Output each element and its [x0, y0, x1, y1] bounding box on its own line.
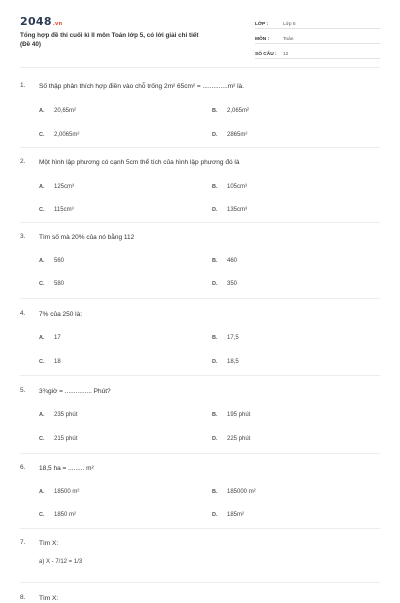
option-letter: A. — [39, 184, 45, 190]
option-text: 18500 m² — [54, 489, 80, 495]
option-b[interactable] — [212, 108, 249, 114]
option-text: 20,65m² — [54, 108, 77, 114]
option-letter: A. — [39, 335, 45, 341]
meta-row-subject — [255, 30, 380, 44]
logo-suffix: .vn — [52, 21, 63, 27]
question-divider — [20, 222, 380, 223]
option-b[interactable] — [212, 335, 239, 341]
question-divider — [20, 298, 380, 299]
option-text: 2,0065m² — [54, 132, 80, 138]
meta-label: SỐ CÂU : — [255, 52, 277, 57]
option-text: 105cm³ — [227, 184, 248, 190]
option-text: 350 — [227, 281, 238, 287]
option-a[interactable] — [39, 184, 74, 190]
option-text: 17 — [54, 335, 61, 341]
meta-row-grade — [255, 15, 380, 29]
question-text: 7% của 250 là: — [39, 311, 83, 318]
option-letter: C. — [39, 132, 45, 138]
option-d[interactable] — [212, 512, 244, 518]
option-d[interactable] — [212, 207, 247, 213]
meta-label: LỚP : — [255, 22, 269, 27]
option-letter: D. — [212, 512, 218, 518]
option-c[interactable] — [39, 281, 64, 287]
meta-value: Lớp 5 — [283, 22, 296, 27]
option-letter: B. — [212, 184, 218, 190]
option-letter: B. — [212, 489, 218, 495]
question-number: 8. — [20, 594, 26, 601]
option-c[interactable] — [39, 436, 77, 442]
option-text: 125cm³ — [54, 184, 75, 190]
option-text: 185000 m² — [227, 489, 256, 495]
option-c[interactable] — [39, 512, 76, 518]
document-title — [20, 32, 255, 49]
option-a[interactable] — [39, 258, 64, 264]
option-text: 135cm³ — [227, 207, 248, 213]
question-divider — [20, 453, 380, 454]
question-number: 7. — [20, 539, 26, 546]
option-c[interactable] — [39, 207, 74, 213]
option-text: 18,5 — [227, 359, 239, 365]
option-text: 225 phút — [227, 436, 251, 442]
question-divider — [20, 582, 380, 583]
option-c[interactable] — [39, 359, 61, 365]
meta-value: 12 — [283, 52, 289, 57]
meta-label: MÔN : — [255, 37, 270, 42]
option-a[interactable] — [39, 489, 79, 495]
option-d[interactable] — [212, 436, 250, 442]
option-d[interactable] — [212, 359, 239, 365]
question-number: 4. — [20, 310, 26, 317]
question-divider — [20, 528, 380, 529]
option-text: 17,5 — [227, 335, 239, 341]
option-letter: D. — [212, 132, 218, 138]
question-text: 3¾giờ = ............... Phút? — [39, 388, 111, 395]
meta-row-count — [255, 45, 380, 59]
question-text: Tìm X: — [39, 540, 59, 547]
option-letter: B. — [212, 335, 218, 341]
option-c[interactable] — [39, 132, 79, 138]
option-text: 2865m² — [227, 132, 248, 138]
option-text: 1850 m² — [54, 512, 77, 518]
option-text: 18 — [54, 359, 61, 365]
option-letter: B. — [212, 108, 218, 114]
question-divider — [20, 147, 380, 148]
option-text: 185m² — [227, 512, 245, 518]
title-line-2: (Đề 40) — [20, 40, 41, 48]
option-letter: D. — [212, 207, 218, 213]
logo-main: 2048 — [20, 15, 52, 28]
option-letter: C. — [39, 359, 45, 365]
option-letter: C. — [39, 512, 45, 518]
option-d[interactable] — [212, 132, 247, 138]
option-letter: D. — [212, 281, 218, 287]
option-text: 115cm³ — [54, 207, 74, 213]
question-subpart: a) X - 7/12 = 1/3 — [39, 559, 83, 565]
question-text: Tìm X: — [39, 595, 59, 602]
option-text: 560 — [54, 258, 65, 264]
option-letter: C. — [39, 281, 45, 287]
option-a[interactable] — [39, 108, 76, 114]
option-letter: B. — [212, 258, 218, 264]
option-text: 2,065m² — [227, 108, 250, 114]
option-b[interactable] — [212, 184, 247, 190]
site-logo[interactable] — [20, 15, 62, 28]
question-number: 1. — [20, 82, 26, 89]
document-meta — [255, 15, 380, 60]
option-letter: D. — [212, 359, 218, 365]
option-b[interactable] — [212, 412, 250, 418]
option-b[interactable] — [212, 258, 237, 264]
option-letter: A. — [39, 108, 45, 114]
question-number: 3. — [20, 233, 26, 240]
option-a[interactable] — [39, 412, 77, 418]
option-a[interactable] — [39, 335, 61, 341]
title-line-1: Tổng hợp đề thi cuối kì II môn Toán lớp 5, có lời giải chi tiết — [20, 32, 199, 39]
question-text: 18,5 ha = ......... m² — [39, 465, 94, 472]
option-b[interactable] — [212, 489, 256, 495]
option-letter: B. — [212, 412, 218, 418]
option-letter: A. — [39, 258, 45, 264]
option-text: 195 phút — [227, 412, 251, 418]
option-letter: D. — [212, 436, 218, 442]
question-number: 6. — [20, 464, 26, 471]
option-letter: A. — [39, 412, 45, 418]
question-number: 2. — [20, 158, 26, 165]
option-text: 460 — [227, 258, 238, 264]
header-divider — [20, 67, 380, 68]
option-letter: C. — [39, 436, 45, 442]
question-text: Một hình lập phương có cạnh 5cm thể tích của hình lập phương đó là — [39, 159, 240, 166]
question-number: 5. — [20, 387, 26, 394]
meta-value: Toán — [283, 37, 294, 42]
question-text: Tìm số mà 20% của nó bằng 112 — [39, 234, 135, 241]
option-d[interactable] — [212, 281, 237, 287]
question-text: Số thập phân thích hợp điền vào chỗ trống 2m² 65cm² = ..............m² là. — [39, 83, 244, 90]
option-letter: A. — [39, 489, 45, 495]
option-text: 580 — [54, 281, 65, 287]
question-divider — [20, 375, 380, 376]
option-text: 235 phút — [54, 412, 78, 418]
option-text: 215 phút — [54, 436, 78, 442]
option-letter: C. — [39, 207, 45, 213]
